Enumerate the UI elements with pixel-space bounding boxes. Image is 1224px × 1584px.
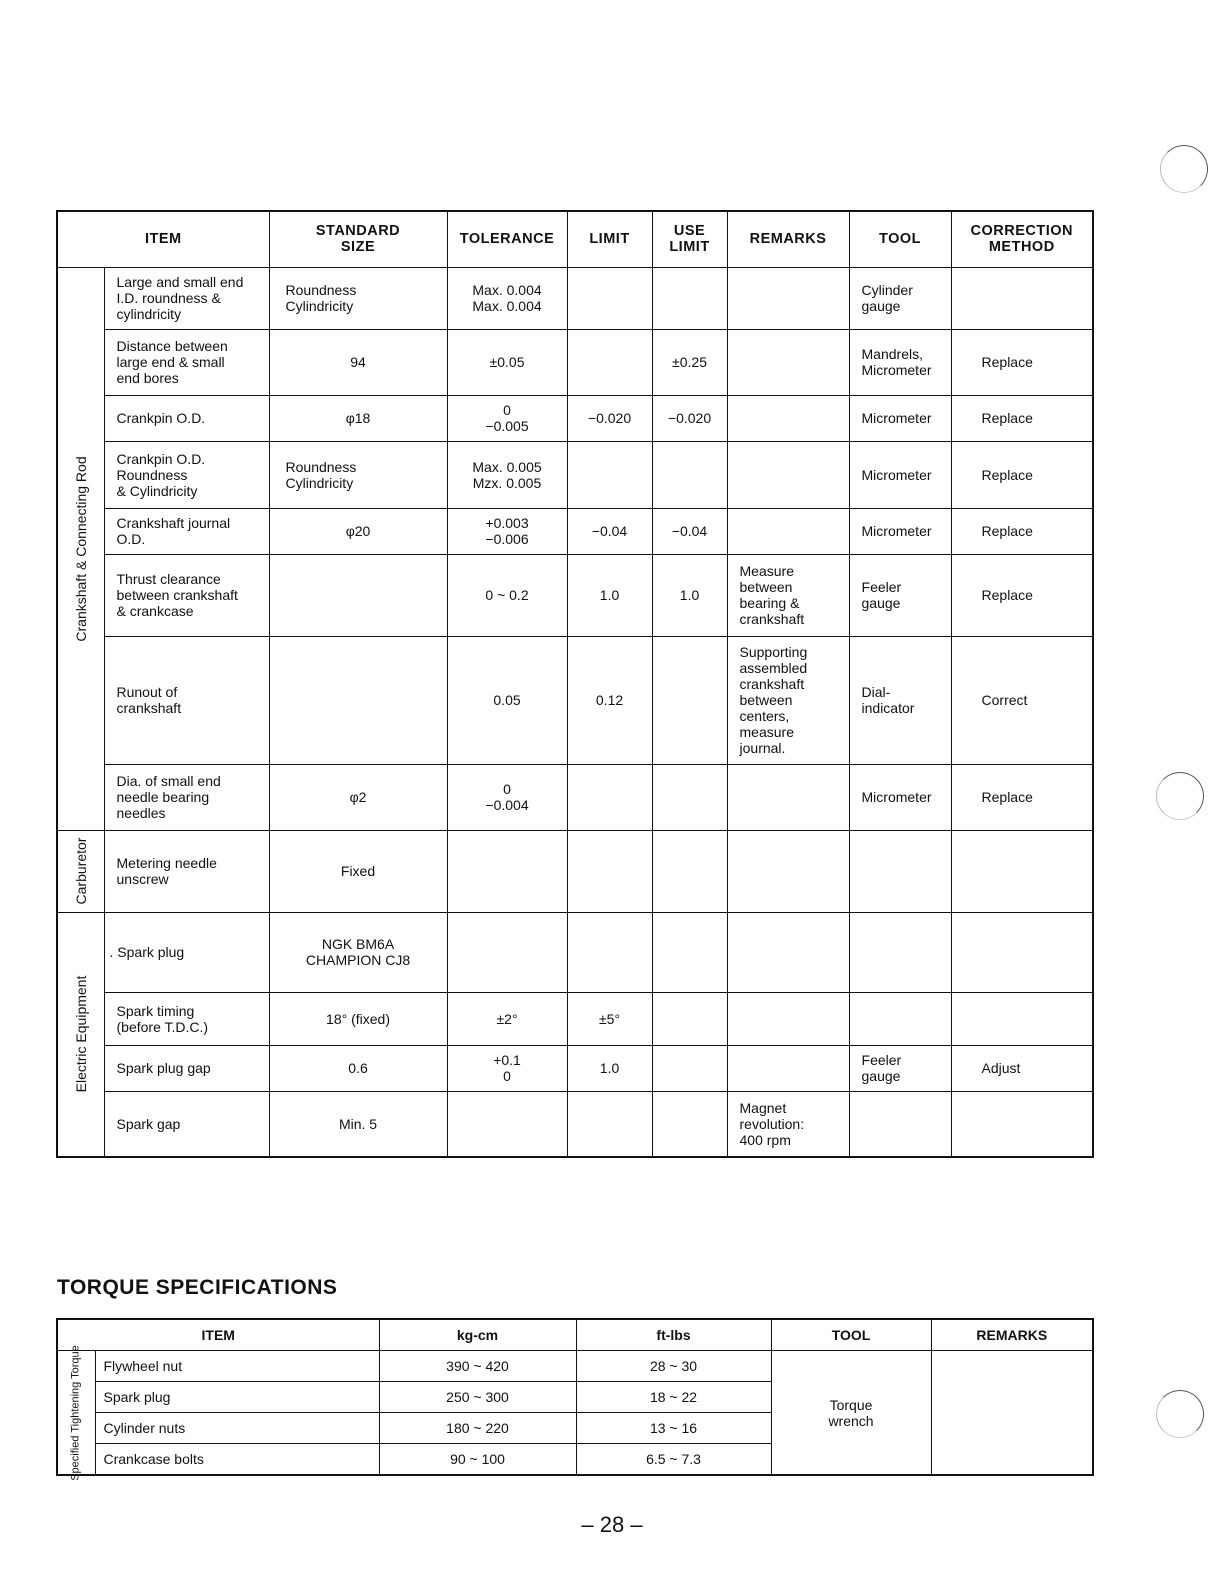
- row-tolerance: ±2°: [447, 992, 567, 1045]
- table-row: [57, 395, 1093, 441]
- row-use-limit: −0.020: [652, 395, 727, 441]
- row-limit: [567, 912, 652, 992]
- table-row: [57, 636, 1093, 764]
- row-limit: [567, 329, 652, 395]
- row-remarks: Supporting assembled crankshaft between centers, measure journal.: [727, 636, 849, 764]
- group-label-crankshaft: Crankshaft & Connecting Rod: [57, 267, 104, 830]
- row-tool: Feeler gauge: [849, 554, 951, 636]
- torque-item: Spark plug: [95, 1382, 379, 1413]
- row-tolerance: 0 −0.004: [447, 764, 567, 830]
- row-tolerance: Max. 0.004 Max. 0.004: [447, 267, 567, 329]
- table-row: [57, 1091, 1093, 1157]
- row-remarks: [727, 830, 849, 912]
- row-standard: 0.6: [269, 1045, 447, 1091]
- row-use-limit: [652, 1091, 727, 1157]
- row-tool: Mandrels, Micrometer: [849, 329, 951, 395]
- row-remarks: [727, 395, 849, 441]
- row-item: Spark plug gap: [104, 1045, 269, 1091]
- row-remarks: Measure between bearing & crankshaft: [727, 554, 849, 636]
- torque-header-tool: TOOL: [771, 1319, 931, 1351]
- row-tool: Micrometer: [849, 508, 951, 554]
- row-correction: Replace: [951, 764, 1093, 830]
- row-standard: Roundness Cylindricity: [269, 267, 447, 329]
- row-tolerance: +0.1 0: [447, 1045, 567, 1091]
- row-standard: [269, 636, 447, 764]
- header-tool: TOOL: [849, 211, 951, 267]
- row-tool: Dial- indicator: [849, 636, 951, 764]
- group-label-electric-equipment: Electric Equipment: [57, 912, 104, 1157]
- row-correction: Replace: [951, 329, 1093, 395]
- torque-section-title: TORQUE SPECIFICATIONS: [57, 1276, 338, 1299]
- row-limit: [567, 830, 652, 912]
- row-item: Runout of crankshaft: [104, 636, 269, 764]
- torque-header-item: ITEM: [57, 1319, 379, 1351]
- torque-group-label: Specified Tightening Torque: [57, 1351, 95, 1476]
- row-standard: 94: [269, 329, 447, 395]
- table-row: [57, 912, 1093, 992]
- torque-kg-cm: 180 ~ 220: [379, 1413, 576, 1444]
- row-tolerance: +0.003 −0.006: [447, 508, 567, 554]
- row-remarks: [727, 508, 849, 554]
- row-remarks: [727, 764, 849, 830]
- row-use-limit: [652, 830, 727, 912]
- torque-header-ft-lbs: ft-lbs: [576, 1319, 771, 1351]
- torque-header-remarks: REMARKS: [931, 1319, 1093, 1351]
- row-use-limit: [652, 636, 727, 764]
- row-limit: ±5°: [567, 992, 652, 1045]
- row-correction: Adjust: [951, 1045, 1093, 1091]
- torque-kg-cm: 390 ~ 420: [379, 1351, 576, 1382]
- row-use-limit: [652, 912, 727, 992]
- row-limit: 0.12: [567, 636, 652, 764]
- row-use-limit: [652, 267, 727, 329]
- row-tool: Cylinder gauge: [849, 267, 951, 329]
- row-remarks: Magnet revolution: 400 rpm: [727, 1091, 849, 1157]
- row-tool: Feeler gauge: [849, 1045, 951, 1091]
- table-row: [57, 441, 1093, 508]
- table-row: [57, 554, 1093, 636]
- table-row: [57, 329, 1093, 395]
- row-standard: Fixed: [269, 830, 447, 912]
- row-correction: [951, 1091, 1093, 1157]
- torque-kg-cm: 250 ~ 300: [379, 1382, 576, 1413]
- torque-ft-lbs: 18 ~ 22: [576, 1382, 771, 1413]
- row-limit: [567, 267, 652, 329]
- row-item: Crankpin O.D. Roundness & Cylindricity: [104, 441, 269, 508]
- row-correction: [951, 830, 1093, 912]
- row-tolerance: 0 −0.005: [447, 395, 567, 441]
- torque-tool: Torque wrench: [771, 1351, 931, 1476]
- row-correction: Replace: [951, 554, 1093, 636]
- row-tolerance: [447, 912, 567, 992]
- table-row: [57, 830, 1093, 912]
- row-item: Thrust clearance between crankshaft & crankcase: [104, 554, 269, 636]
- row-tolerance: 0.05: [447, 636, 567, 764]
- row-item: Dia. of small end needle bearing needles: [104, 764, 269, 830]
- row-use-limit: [652, 441, 727, 508]
- spec-header-row: [57, 211, 1093, 267]
- row-correction: [951, 912, 1093, 992]
- row-standard: φ18: [269, 395, 447, 441]
- row-remarks: [727, 329, 849, 395]
- row-item: . Spark plug: [104, 912, 269, 992]
- row-remarks: [727, 992, 849, 1045]
- row-limit: [567, 441, 652, 508]
- header-limit: LIMIT: [567, 211, 652, 267]
- row-limit: [567, 764, 652, 830]
- row-item: Crankshaft journal O.D.: [104, 508, 269, 554]
- torque-header-row: [57, 1319, 1093, 1351]
- row-tool: Micrometer: [849, 395, 951, 441]
- binder-hole-top: [1160, 145, 1208, 193]
- row-limit: −0.020: [567, 395, 652, 441]
- torque-ft-lbs: 28 ~ 30: [576, 1351, 771, 1382]
- header-remarks: REMARKS: [727, 211, 849, 267]
- row-limit: [567, 1091, 652, 1157]
- row-remarks: [727, 267, 849, 329]
- row-remarks: [727, 912, 849, 992]
- row-use-limit: 1.0: [652, 554, 727, 636]
- torque-item: Flywheel nut: [95, 1351, 379, 1382]
- header-tolerance: TOLERANCE: [447, 211, 567, 267]
- row-tool: [849, 992, 951, 1045]
- row-item: Crankpin O.D.: [104, 395, 269, 441]
- specification-table: [56, 210, 1094, 1158]
- page-number: – 28 –: [581, 1512, 643, 1537]
- row-use-limit: [652, 764, 727, 830]
- row-tool: [849, 1091, 951, 1157]
- header-standard-size: STANDARD SIZE: [269, 211, 447, 267]
- row-item: Metering needle unscrew: [104, 830, 269, 912]
- row-standard: 18° (fixed): [269, 992, 447, 1045]
- torque-item: Cylinder nuts: [95, 1413, 379, 1444]
- row-standard: Roundness Cylindricity: [269, 441, 447, 508]
- row-correction: Correct: [951, 636, 1093, 764]
- row-use-limit: [652, 1045, 727, 1091]
- row-correction: [951, 267, 1093, 329]
- binder-hole-middle: [1156, 772, 1204, 820]
- table-row: [57, 992, 1093, 1045]
- header-correction-method: CORRECTION METHOD: [951, 211, 1093, 267]
- row-limit: 1.0: [567, 1045, 652, 1091]
- row-standard: Min. 5: [269, 1091, 447, 1157]
- row-use-limit: [652, 992, 727, 1045]
- row-use-limit: ±0.25: [652, 329, 727, 395]
- group-label-carburetor: Carburetor: [57, 830, 104, 912]
- torque-remarks: [931, 1351, 1093, 1476]
- row-standard: NGK BM6A CHAMPION CJ8: [269, 912, 447, 992]
- table-row: [57, 764, 1093, 830]
- row-standard: φ2: [269, 764, 447, 830]
- row-remarks: [727, 1045, 849, 1091]
- row-tool: [849, 830, 951, 912]
- row-use-limit: −0.04: [652, 508, 727, 554]
- torque-item: Crankcase bolts: [95, 1444, 379, 1476]
- row-item: Spark gap: [104, 1091, 269, 1157]
- row-standard: [269, 554, 447, 636]
- row-remarks: [727, 441, 849, 508]
- row-tolerance: [447, 1091, 567, 1157]
- header-use-limit: USE LIMIT: [652, 211, 727, 267]
- row-item: Spark timing (before T.D.C.): [104, 992, 269, 1045]
- row-limit: 1.0: [567, 554, 652, 636]
- row-standard: φ20: [269, 508, 447, 554]
- row-correction: Replace: [951, 395, 1093, 441]
- row-tolerance: ±0.05: [447, 329, 567, 395]
- row-correction: [951, 992, 1093, 1045]
- row-tool: Micrometer: [849, 441, 951, 508]
- row-item: Distance between large end & small end bores: [104, 329, 269, 395]
- torque-ft-lbs: 13 ~ 16: [576, 1413, 771, 1444]
- torque-table: [56, 1318, 1094, 1481]
- torque-ft-lbs: 6.5 ~ 7.3: [576, 1444, 771, 1476]
- row-tolerance: Max. 0.005 Mzx. 0.005: [447, 441, 567, 508]
- row-tool: [849, 912, 951, 992]
- header-item: ITEM: [57, 211, 269, 267]
- table-row: [57, 508, 1093, 554]
- row-correction: Replace: [951, 508, 1093, 554]
- row-tolerance: 0 ~ 0.2: [447, 554, 567, 636]
- row-correction: Replace: [951, 441, 1093, 508]
- row-limit: −0.04: [567, 508, 652, 554]
- row-item: Large and small end I.D. roundness & cylindricity: [104, 267, 269, 329]
- binder-hole-bottom: [1156, 1390, 1204, 1438]
- table-row: [57, 1045, 1093, 1091]
- torque-kg-cm: 90 ~ 100: [379, 1444, 576, 1476]
- row-tolerance: [447, 830, 567, 912]
- table-row: [57, 267, 1093, 329]
- table-row: [57, 1351, 1093, 1382]
- torque-header-kg-cm: kg-cm: [379, 1319, 576, 1351]
- row-tool: Micrometer: [849, 764, 951, 830]
